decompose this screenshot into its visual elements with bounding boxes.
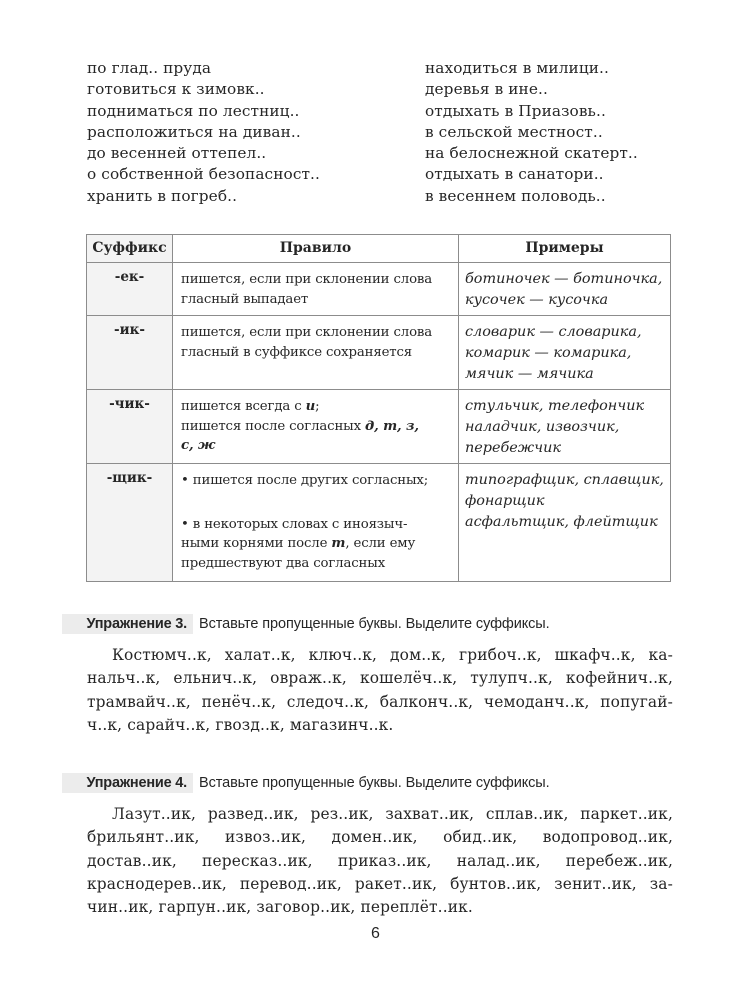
- letter-highlight: д, т, з,: [365, 418, 419, 434]
- phrase: в весеннем половодь..: [425, 186, 606, 205]
- examples-cell: [459, 263, 671, 316]
- suffix-cell: -ек-: [87, 263, 173, 316]
- table-header-row: [87, 235, 671, 263]
- exercise-line: брильянт..ик, извоз..ик, домен..ик, обид..ик, водопровод..ик,: [87, 828, 673, 847]
- table-row: [87, 464, 671, 582]
- header-examples: Примеры: [459, 235, 671, 263]
- example-line: перебежчик: [465, 440, 561, 456]
- table-row: [87, 390, 671, 464]
- rule-line: пишется, если при склонении слова: [181, 272, 433, 287]
- rule-line: пишется, если при склонении слова: [181, 325, 433, 340]
- examples-cell: [459, 390, 671, 464]
- rule-line: [181, 471, 450, 491]
- exercise-line: нальч..к, ельнич..к, овраж..к, кошелёч..к, тулупч..к, кофейнич..к,: [87, 669, 673, 688]
- phrase-columns: [87, 58, 687, 207]
- exercise-line: Костюмч..к, халат..к, ключ..к, дом..к, грибоч..к, шкафч..к, ка-: [112, 646, 673, 664]
- example-line: типографщик, сплавщик,: [465, 472, 664, 488]
- exercise-line: трамвайч..к, пенёч..к, следоч..к, балконч..к, чемоданч..к, попугай-: [87, 692, 673, 711]
- header-rule: Правило: [173, 235, 459, 263]
- table-row: [87, 263, 671, 316]
- suffix-cell: -щик-: [87, 464, 173, 582]
- phrase: отдыхать в Приазовь..: [425, 101, 606, 120]
- exercise-3-header: [62, 614, 692, 636]
- phrase: о собственной безопасност..: [87, 165, 320, 184]
- suffix-cell: -ик-: [87, 316, 173, 390]
- rule-cell: [173, 263, 459, 316]
- rule-line: [181, 534, 450, 554]
- rule-line: гласный выпадает: [181, 291, 309, 307]
- letter-highlight: т: [331, 536, 346, 552]
- example-line: стульчик, телефончик: [465, 398, 645, 414]
- example-line: мячик — мячика: [465, 366, 594, 382]
- rule-cell: [173, 390, 459, 464]
- page-number: 6: [371, 925, 380, 942]
- example-line: кусочек — кусочка: [465, 292, 609, 308]
- bullet-icon: •: [181, 473, 189, 488]
- examples-cell: [459, 316, 671, 390]
- phrase: по глад.. пруда: [87, 59, 212, 77]
- phrase: на белоснежной скатерт..: [425, 144, 638, 163]
- exercise-4-header: [62, 773, 692, 795]
- phrase: готовиться к зимовк..: [87, 80, 265, 99]
- exercise-line: чин..ик, гарпун..ик, заговор..ик, переплёт..ик.: [87, 898, 473, 917]
- phrase-column-left: [87, 58, 427, 207]
- exercise-instruction: Вставьте пропущенные буквы. Выделите суффиксы.: [199, 775, 550, 791]
- phrase: отдыхать в санатори..: [425, 165, 604, 184]
- rule-text: пишется всегда с: [181, 399, 306, 414]
- rule-text: ными корнями после: [181, 536, 332, 552]
- letter-highlight: и: [305, 399, 316, 414]
- rule-line: гласный в суффиксе сохраняется: [181, 344, 413, 360]
- phrase: деревья в ине..: [425, 80, 548, 99]
- rule-line: [181, 397, 450, 417]
- example-line: асфальтщик, флейтщик: [465, 514, 658, 530]
- exercise-label: Упражнение 3.: [62, 614, 193, 634]
- header-suffix: Суффикс: [87, 235, 173, 263]
- rule-text: пишется после согласных: [181, 418, 366, 434]
- rule-text: в некоторых словах с иноязыч-: [192, 516, 408, 532]
- exercise-instruction: Вставьте пропущенные буквы. Выделите суффиксы.: [199, 616, 550, 632]
- examples-cell: [459, 464, 671, 582]
- example-line: комарик — комарика,: [465, 345, 632, 361]
- exercise-label: Упражнение 4.: [62, 773, 193, 793]
- exercise-line: ч..к, сарайч..к, гвозд..к, магазинч..к.: [87, 715, 394, 734]
- rule-line: [181, 436, 450, 456]
- phrase: расположиться на диван..: [87, 122, 301, 141]
- rule-line: [181, 515, 450, 535]
- phrase: до весенней оттепел..: [87, 144, 267, 163]
- phrase: подниматься по лестниц..: [87, 101, 300, 120]
- phrase: находиться в милици..: [425, 59, 609, 77]
- suffix-cell: -чик-: [87, 390, 173, 464]
- example-line: ботиночек — ботиночка,: [465, 271, 663, 287]
- phrase: в сельской местност..: [425, 122, 603, 141]
- rule-text: ;: [315, 399, 320, 414]
- exercise-line: достав..ик, пересказ..ик, приказ..ик, налад..ик, перебеж..ик,: [87, 851, 673, 870]
- letter-highlight: с, ж: [181, 438, 216, 454]
- rule-cell: [173, 316, 459, 390]
- exercise-3-body: [87, 644, 673, 737]
- exercise-line: краснодерев..ик, перевод..ик, ракет..ик, бунтов..ик, зенит..ик, за-: [87, 874, 673, 893]
- rule-text: пишется после других согласных;: [192, 473, 429, 488]
- table-row: [87, 316, 671, 390]
- exercise-4-body: [87, 803, 673, 919]
- rule-cell: [173, 464, 459, 582]
- exercise-line: Лазут..ик, развед..ик, рез..ик, захват..ик, сплав..ик, паркет..ик,: [112, 805, 673, 823]
- suffix-rules-table: [86, 234, 671, 582]
- example-line: фонарщик: [465, 493, 545, 509]
- example-line: наладчик, извозчик,: [465, 419, 620, 435]
- example-line: словарик — словарика,: [465, 324, 642, 340]
- rule-text: , если ему: [345, 536, 416, 552]
- rule-line: предшествуют два согласных: [181, 555, 386, 571]
- rule-line: [181, 417, 450, 437]
- bullet-icon: •: [181, 516, 189, 532]
- phrase-column-right: [425, 58, 638, 207]
- phrase: хранить в погреб..: [87, 186, 238, 205]
